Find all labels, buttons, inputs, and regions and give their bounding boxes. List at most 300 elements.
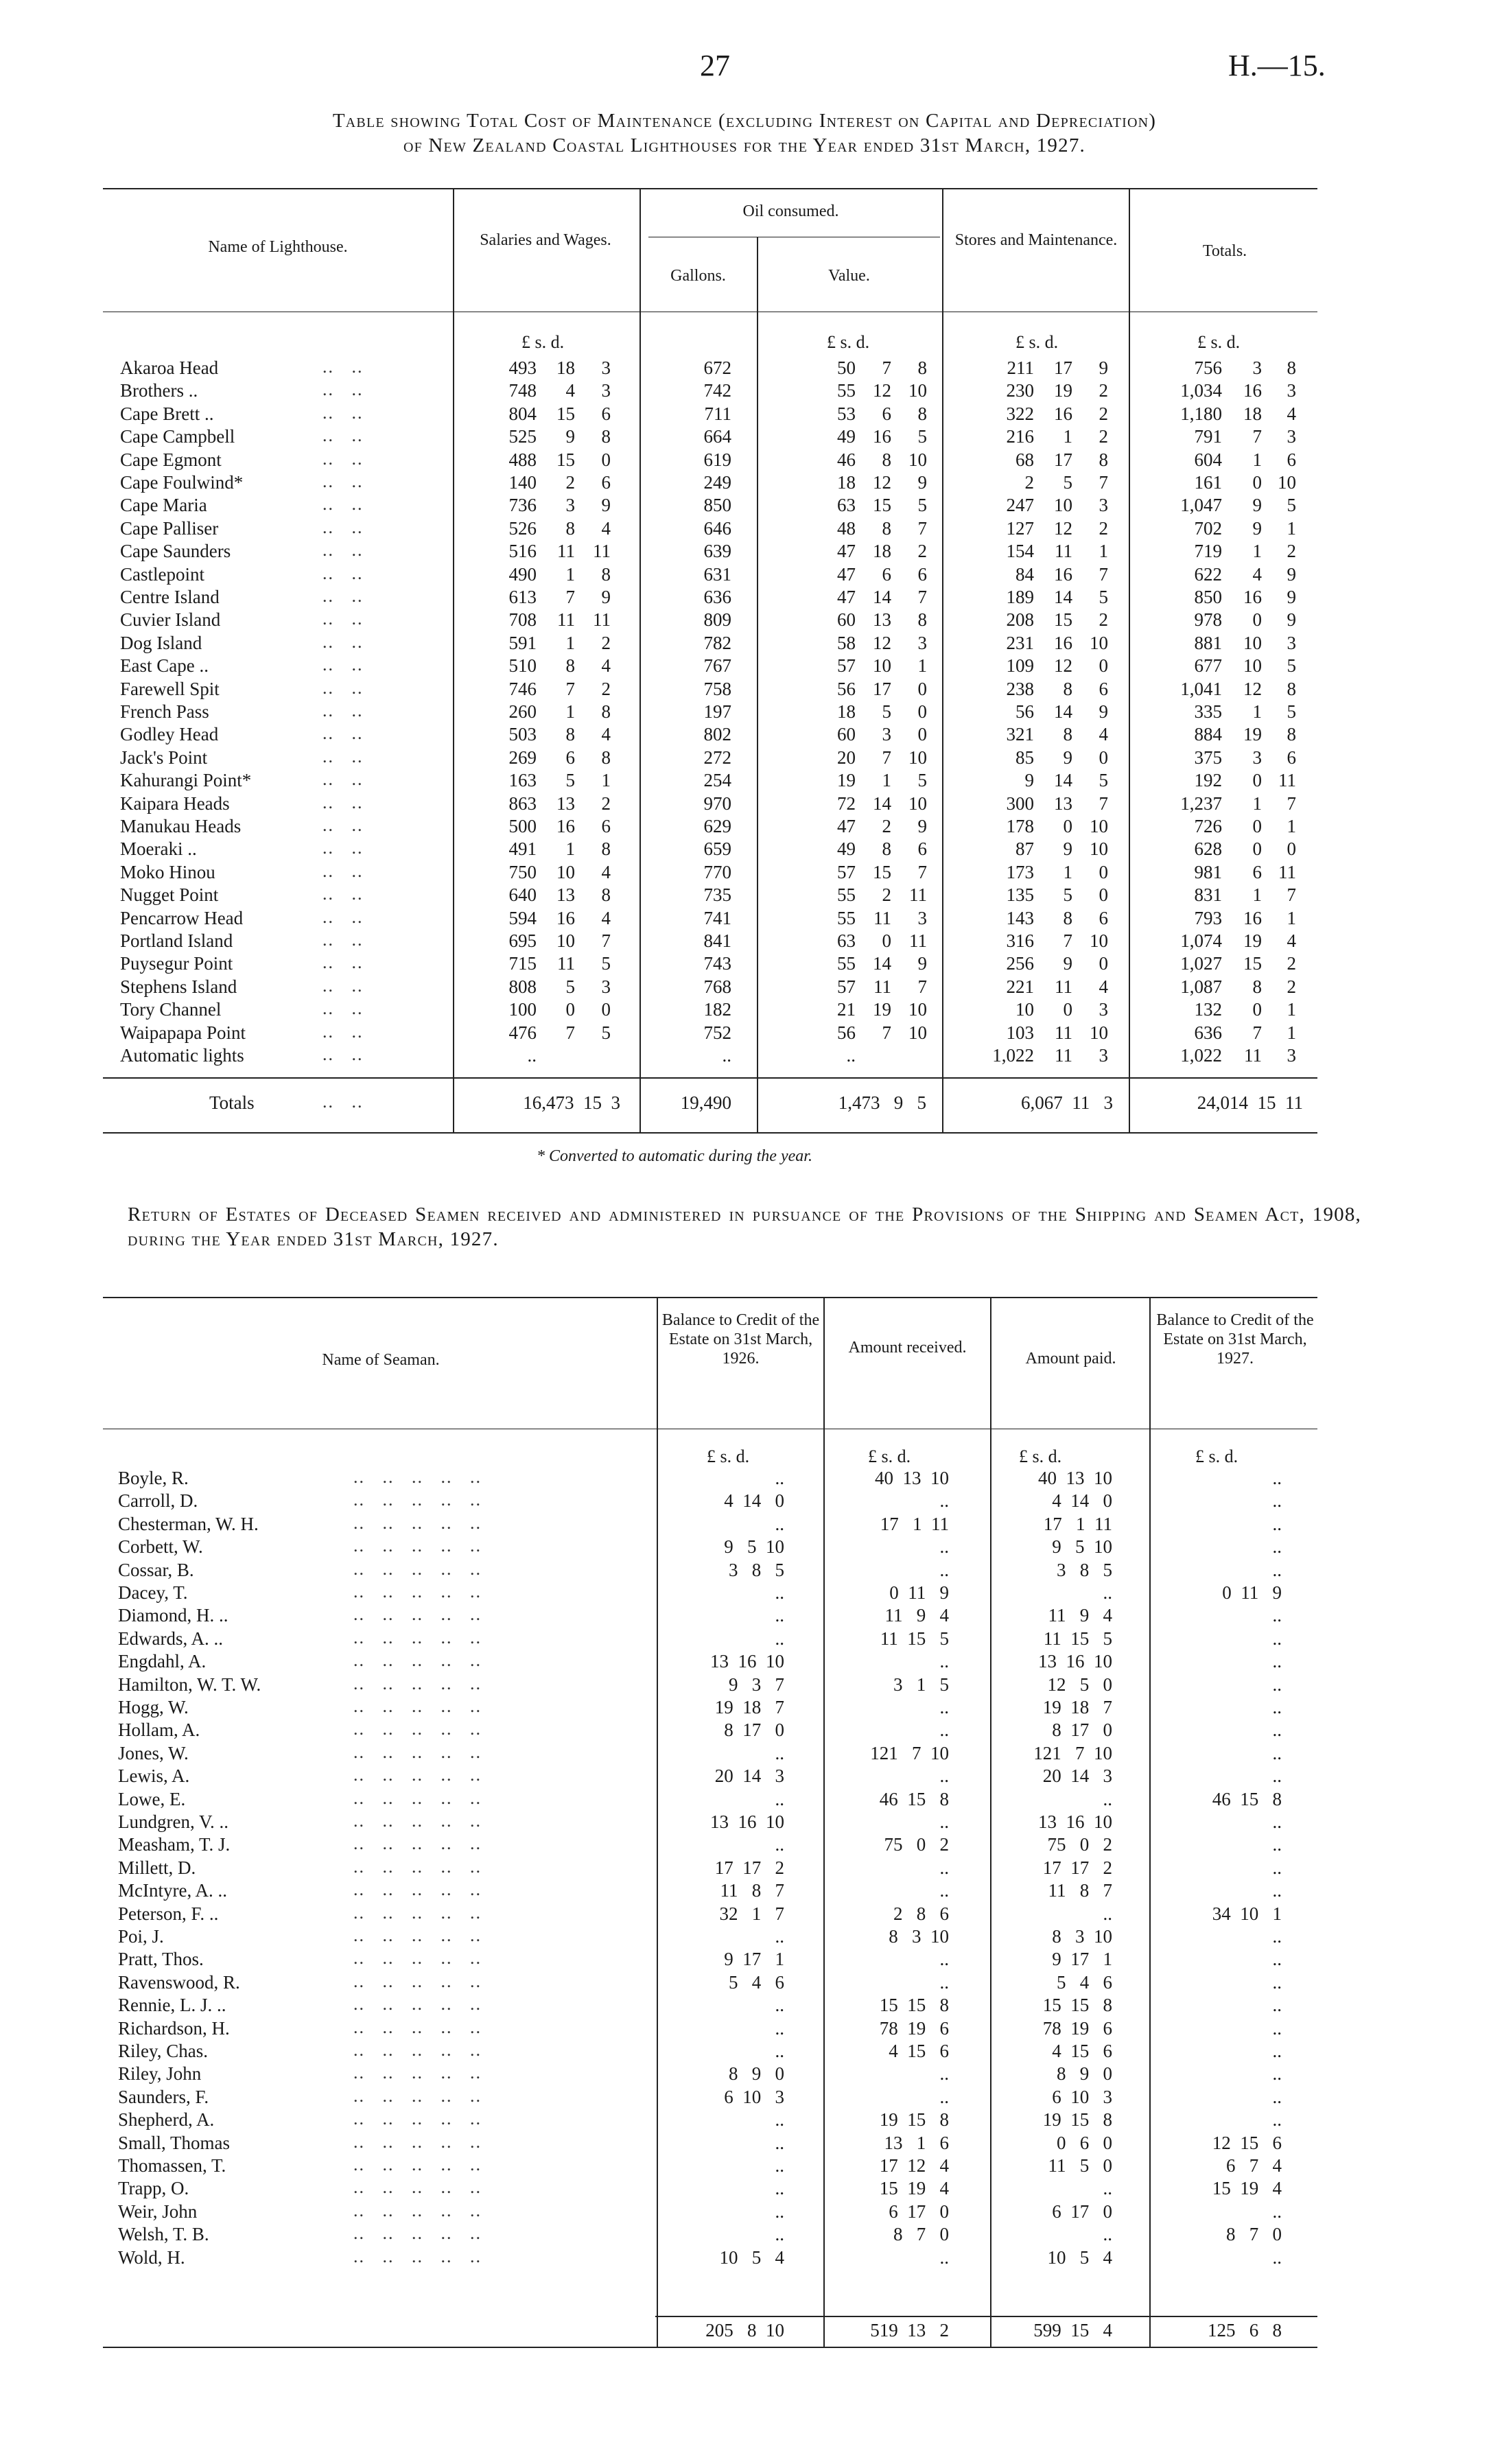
total-pence: 3 [1287,1045,1296,1066]
total-pounds: 1,034 [1180,380,1222,401]
oil-gallons: 646 [703,518,731,539]
amount-paid: 11 9 4 [1048,1605,1112,1626]
lighthouse-name: Centre Island [120,587,220,607]
balance-1927: .. [1272,1651,1282,1671]
lighthouse-name: Kahurangi Point* [120,770,252,790]
oil-value-pounds: 57 [837,862,856,882]
seaman-name: Shepherd, A. [118,2109,215,2130]
seaman-name: Jones, W. [118,1743,189,1763]
stores-pounds: 135 [1006,884,1034,905]
oil-value-pounds: 21 [837,999,856,1020]
salaries-shillings: 1 [565,564,575,585]
leader-dots: .. .. [322,449,364,469]
stores-shillings: 11 [1055,1045,1072,1066]
amount-paid: 6 10 3 [1052,2087,1112,2107]
stores-shillings: 12 [1054,655,1072,676]
balance-1926: .. [775,1514,784,1534]
salaries-pence: 3 [601,380,611,401]
balance-1926: 10 5 4 [719,2247,784,2268]
balance-1927: .. [1272,1857,1282,1878]
salaries-pounds: 695 [508,930,537,951]
balance-1927: .. [1272,1468,1282,1488]
stores-pence: 6 [1099,679,1108,699]
oil-value-pounds: 47 [837,816,856,836]
oil-value-shillings: 11 [873,908,891,928]
salaries-pence: 11 [593,609,611,630]
stores-pounds: 1,022 [992,1045,1034,1066]
salaries-pence: 2 [601,633,611,653]
oil-value-pence: 9 [917,816,927,836]
balance-1927: .. [1272,2201,1282,2222]
leader-dots: .. .. [322,379,364,399]
total-pounds: 850 [1194,587,1222,607]
oil-value-shillings: 12 [873,633,891,653]
leader-dots: .. .. .. .. .. [353,1536,482,1556]
amount-received: .. [939,1880,949,1901]
total-shillings: 0 [1252,472,1262,493]
salaries-shillings: 10 [556,862,575,882]
balance-1926: 11 8 7 [720,1880,784,1901]
oil-value-shillings: 8 [882,838,891,859]
leader-dots: .. .. .. .. .. [353,1513,482,1533]
leader-dots: .. .. .. .. .. [353,1879,482,1899]
stores-shillings: 0 [1063,999,1072,1020]
amount-received: 4 15 6 [889,2041,949,2061]
salaries-pence: 11 [593,541,611,561]
oil-gallons: 254 [703,770,731,790]
amount-paid: 11 5 0 [1048,2155,1112,2176]
oil-value-shillings: 12 [873,472,891,493]
oil-value-shillings: 12 [873,380,891,401]
oil-gallons: 802 [703,724,731,744]
amount-received: .. [939,1972,949,1993]
lighthouse-name: Cape Egmont [120,449,222,470]
total-pence: 2 [1287,953,1296,974]
stores-shillings: 17 [1054,357,1072,378]
lighthouse-name: Cuvier Island [120,609,221,630]
total-shillings: 11 [1244,1045,1262,1066]
total-pence: 1 [1287,816,1296,836]
seaman-name: Peterson, F. .. [118,1903,219,1924]
amount-received: 8 7 0 [893,2224,949,2244]
stores-pence: 5 [1099,587,1108,607]
amount-paid: .. [1103,1903,1112,1924]
table1-total-salaries: 16,473 15 3 [523,1092,620,1113]
salaries-shillings: 1 [565,701,575,722]
salaries-pounds: 591 [508,633,537,653]
total-pounds: 622 [1194,564,1222,585]
leader-dots: .. .. [322,998,364,1018]
oil-value-pounds: 60 [837,724,856,744]
amount-received: 19 15 8 [879,2109,949,2130]
amount-received: 17 12 4 [879,2155,949,2176]
oil-gallons: 743 [703,953,731,974]
leader-dots: .. .. .. .. .. [353,1765,482,1785]
leader-dots: .. .. [322,655,364,674]
salaries-shillings: 1 [565,838,575,859]
table1-totals-label: Totals [209,1092,255,1113]
lighthouse-name: Manukau Heads [120,816,242,836]
total-pence: 5 [1287,495,1296,515]
salaries-shillings: 7 [565,679,575,699]
leader-dots: .. .. .. .. .. [353,1742,482,1762]
salaries-pence: 3 [601,976,611,997]
salaries-pounds: 488 [508,449,537,470]
balance-1927: .. [1272,1560,1282,1580]
stores-pence: 4 [1099,976,1108,997]
stores-pounds: 56 [1015,701,1034,722]
salaries-shillings: 11 [557,609,575,630]
table2-total-balance-1927: 125 6 8 [1208,2320,1282,2340]
stores-shillings: 16 [1054,564,1072,585]
seaman-name: Wold, H. [118,2247,185,2268]
amount-paid: 8 3 10 [1052,1926,1112,1947]
salaries-shillings: 7 [565,1022,575,1043]
amount-paid: 13 16 10 [1038,1651,1112,1671]
salaries-pence: 4 [601,518,611,539]
stores-pence: 10 [1090,816,1108,836]
lighthouse-name: Castlepoint [120,564,204,585]
total-pounds: 1,087 [1180,976,1222,997]
total-pounds: 161 [1194,472,1222,493]
total-pence: 3 [1287,380,1296,401]
amount-received: 11 9 4 [884,1605,949,1626]
amount-received: 78 19 6 [879,2018,949,2039]
salaries-shillings: 15 [556,403,575,424]
seaman-name: Weir, John [118,2201,198,2222]
lighthouse-name: Jack's Point [120,747,208,768]
salaries-pence: 4 [601,724,611,744]
balance-1926: .. [775,1628,784,1649]
oil-gallons: 768 [703,976,731,997]
leader-dots: .. .. .. .. .. [353,1971,482,1991]
stores-pounds: 10 [1015,999,1034,1020]
total-pounds: 719 [1194,541,1222,561]
seaman-name: Dacey, T. [118,1582,188,1603]
stores-pounds: 127 [1006,518,1034,539]
oil-value-pounds: 53 [837,403,856,424]
salaries-pence: 4 [601,655,611,676]
stores-pence: 0 [1099,884,1108,905]
amount-paid: 40 13 10 [1038,1468,1112,1488]
stores-shillings: 14 [1054,587,1072,607]
salaries-shillings: 8 [565,655,575,676]
header-amount-paid: Amount paid. [1025,1350,1116,1368]
oil-gallons: 841 [703,930,731,951]
leader-dots: .. .. [322,907,364,927]
amount-received: .. [939,2247,949,2268]
leader-dots: .. .. .. .. .. [353,1925,482,1945]
salaries-shillings: 0 [565,999,575,1020]
stores-shillings: 8 [1063,679,1072,699]
stores-shillings: 17 [1054,449,1072,470]
leader-dots: .. .. [322,815,364,835]
total-pounds: 756 [1194,357,1222,378]
header-lighthouse-name: Name of Lighthouse. [208,238,348,256]
oil-value-shillings: 8 [882,449,891,470]
oil-value-shillings: 14 [873,953,891,974]
seaman-name: Lundgren, V. .. [118,1811,228,1832]
oil-gallons: 659 [703,838,731,859]
total-shillings: 6 [1252,862,1262,882]
leader-dots: .. .. [322,952,364,972]
seaman-name: Hogg, W. [118,1697,189,1717]
oil-value-pence: 8 [917,609,927,630]
oil-value-shillings: 3 [882,724,891,744]
balance-1927: .. [1272,1949,1282,1969]
balance-1926: 8 9 0 [729,2063,784,2084]
oil-value-pounds: 56 [837,1022,856,1043]
salaries-shillings: 6 [565,747,575,768]
seaman-name: Thomassen, T. [118,2155,226,2176]
stores-pence: 10 [1090,930,1108,951]
salaries-pounds: 708 [508,609,537,630]
unit-label: £ s. d. [521,332,565,352]
balance-1926: .. [775,1789,784,1809]
balance-1926: 4 14 0 [724,1490,784,1511]
oil-gallons: 767 [703,655,731,676]
total-shillings: 19 [1243,724,1262,744]
oil-value-pence: 10 [908,449,927,470]
seaman-name: Millett, D. [118,1857,196,1878]
stores-pence: 10 [1090,633,1108,653]
header-salaries: Salaries and Wages. [480,231,611,249]
oil-value-pounds: 55 [837,908,856,928]
unit-label: £ s. d. [707,1446,750,1466]
total-pounds: 978 [1194,609,1222,630]
leader-dots: .. .. [322,678,364,698]
table1-title-line1: Table showing Total Cost of Maintenance (excluding Interest on Capital and Depreciation) [332,110,1157,132]
amount-paid: 17 1 11 [1043,1514,1112,1534]
amount-received: .. [939,1490,949,1511]
salaries-shillings: 8 [565,518,575,539]
oil-gallons: 741 [703,908,731,928]
header-gallons: Gallons. [670,267,726,285]
amount-received: 8 3 10 [889,1926,949,1947]
leader-dots: .. .. .. .. .. [353,1788,482,1808]
oil-value-pence: 8 [917,357,927,378]
total-shillings: 1 [1252,793,1262,814]
balance-1927: .. [1272,2041,1282,2061]
total-pence: 6 [1287,449,1296,470]
amount-paid: 13 16 10 [1038,1811,1112,1832]
oil-value-pence: 0 [917,679,927,699]
oil-value-pence: 10 [908,380,927,401]
seaman-name: Rennie, L. J. .. [118,1995,226,2015]
stores-pence: 8 [1099,449,1108,470]
balance-1926: 17 17 2 [714,1857,784,1878]
amount-received: 3 1 5 [893,1674,949,1695]
salaries-pounds: 163 [508,770,537,790]
total-shillings: 12 [1243,679,1262,699]
oil-value-shillings: 18 [873,541,891,561]
stores-shillings: 9 [1063,747,1072,768]
header-balance-1926: Balance to Credit of the Estate on 31st March, 1926. [661,1311,820,1368]
amount-paid: .. [1103,2178,1112,2198]
total-pence: 0 [1287,838,1296,859]
salaries-pounds: .. [527,1045,537,1066]
oil-value-pence: 11 [909,930,927,951]
balance-1927: .. [1272,1811,1282,1832]
seaman-name: Lewis, A. [118,1765,190,1786]
lighthouse-name: Puysegur Point [120,953,233,974]
balance-1927: .. [1272,1926,1282,1947]
unit-label: £ s. d. [1019,1446,1062,1466]
oil-value-pounds: 20 [837,747,856,768]
total-pounds: 1,074 [1180,930,1222,951]
leader-dots: .. .. [322,884,364,904]
balance-1927: .. [1272,1490,1282,1511]
oil-value-pounds: 47 [837,587,856,607]
total-pence: 9 [1287,587,1296,607]
balance-1927: .. [1272,1972,1282,1993]
oil-value-pounds: 57 [837,655,856,676]
total-shillings: 1 [1252,701,1262,722]
leader-dots: .. .. .. .. .. [353,2040,482,2060]
salaries-pence: 8 [601,838,611,859]
stores-pounds: 216 [1006,426,1034,447]
total-shillings: 19 [1243,930,1262,951]
total-shillings: 9 [1252,495,1262,515]
total-pence: 8 [1287,679,1296,699]
total-pence: 8 [1287,724,1296,744]
leader-dots: .. .. [322,425,364,445]
header-stores: Stores and Maintenance. [954,231,1118,249]
amount-received: 6 17 0 [889,2201,949,2222]
oil-value-shillings: 2 [882,884,891,905]
balance-1927: .. [1272,1628,1282,1649]
total-pounds: 628 [1194,838,1222,859]
salaries-shillings: 13 [556,793,575,814]
total-pence: 1 [1287,908,1296,928]
oil-value-pounds: 58 [837,633,856,653]
lighthouse-name: Akaroa Head [120,357,219,378]
amount-received: .. [939,1857,949,1878]
oil-gallons: 758 [703,679,731,699]
salaries-shillings: 4 [565,380,575,401]
amount-paid: 9 5 10 [1052,1536,1112,1557]
amount-received: .. [939,1651,949,1671]
leader-dots: .. .. .. .. .. [353,1903,482,1923]
lighthouse-name: Nugget Point [120,884,219,905]
oil-value-shillings: 19 [873,999,891,1020]
amount-received: .. [939,2087,949,2107]
salaries-pence: 5 [601,953,611,974]
leader-dots: .. .. [322,1022,364,1042]
total-pounds: 1,047 [1180,495,1222,515]
stores-pounds: 256 [1006,953,1034,974]
stores-pence: 2 [1099,380,1108,401]
seaman-name: Welsh, T. B. [118,2224,209,2244]
total-shillings: 16 [1243,908,1262,928]
stores-shillings: 8 [1063,724,1072,744]
leader-dots: .. .. [322,471,364,491]
stores-shillings: 12 [1054,518,1072,539]
stores-shillings: 15 [1054,609,1072,630]
balance-1927: 12 15 6 [1212,2133,1282,2153]
stores-pence: 0 [1099,655,1108,676]
balance-1927: .. [1272,2087,1282,2107]
total-shillings: 3 [1252,357,1262,378]
leader-dots: .. .. [322,632,364,652]
amount-paid: 6 17 0 [1052,2201,1112,2222]
seaman-name: Carroll, D. [118,1490,198,1511]
lighthouse-name: Pencarrow Head [120,908,244,928]
oil-gallons: 711 [704,403,731,424]
salaries-pence: 8 [601,747,611,768]
lighthouse-name: Farewell Spit [120,679,220,699]
leader-dots: .. .. [322,517,364,537]
balance-1927: .. [1272,1720,1282,1740]
oil-value-pence: 5 [917,770,927,790]
leader-dots: .. .. [322,838,364,858]
seaman-name: Saunders, F. [118,2087,209,2107]
stores-shillings: 1 [1063,426,1072,447]
salaries-pence: 1 [601,770,611,790]
amount-paid: 11 15 5 [1043,1628,1112,1649]
total-shillings: 7 [1252,426,1262,447]
total-pence: 1 [1287,518,1296,539]
amount-received: .. [939,1765,949,1786]
seaman-name: Pratt, Thos. [118,1949,204,1969]
oil-value-pounds: 63 [837,495,856,515]
leader-dots: .. .. .. .. .. [353,1833,482,1853]
stores-pence: 7 [1099,564,1108,585]
balance-1927: .. [1272,2109,1282,2130]
balance-1927: .. [1272,1834,1282,1855]
total-pounds: 375 [1194,747,1222,768]
balance-1927: .. [1272,1514,1282,1534]
stores-pounds: 109 [1006,655,1034,676]
total-shillings: 16 [1243,587,1262,607]
seaman-name: Corbett, W. [118,1536,203,1557]
table1-col-divider [453,188,454,1132]
oil-value-shillings: 14 [873,587,891,607]
leader-dots: .. .. [322,540,364,560]
oil-value-pounds: 47 [837,564,856,585]
total-pence: 11 [1278,770,1296,790]
balance-1926: .. [775,1605,784,1626]
seaman-name: Riley, Chas. [118,2041,208,2061]
oil-gallons: 619 [703,449,731,470]
table1-total-stores: 6,067 11 3 [1021,1092,1113,1113]
stores-pounds: 208 [1006,609,1034,630]
stores-pounds: 2 [1024,472,1034,493]
lighthouse-name: Brothers .. [120,380,198,401]
table2-totals-rule [655,2316,1317,2317]
oil-value-pence: 8 [917,403,927,424]
table2-total-balance-1926: 205 8 10 [705,2320,784,2340]
stores-pence: 10 [1090,1022,1108,1043]
stores-shillings: 11 [1055,541,1072,561]
total-shillings: 16 [1243,380,1262,401]
salaries-shillings: 3 [565,495,575,515]
amount-received: 15 19 4 [879,2178,949,2198]
oil-value-shillings: 13 [873,609,891,630]
balance-1927: .. [1272,2063,1282,2084]
oil-gallons: 631 [703,564,731,585]
balance-1927: .. [1272,1765,1282,1786]
balance-1926: 9 5 10 [724,1536,784,1557]
table1-top-rule [103,188,1317,189]
oil-value-shillings: 10 [873,655,891,676]
lighthouse-name: Cape Foulwind* [120,472,244,493]
oil-value-shillings: 0 [882,930,891,951]
salaries-shillings: 10 [556,930,575,951]
salaries-pounds: 500 [508,816,537,836]
oil-value-pence: 9 [917,953,927,974]
amount-received: 11 15 5 [880,1628,949,1649]
